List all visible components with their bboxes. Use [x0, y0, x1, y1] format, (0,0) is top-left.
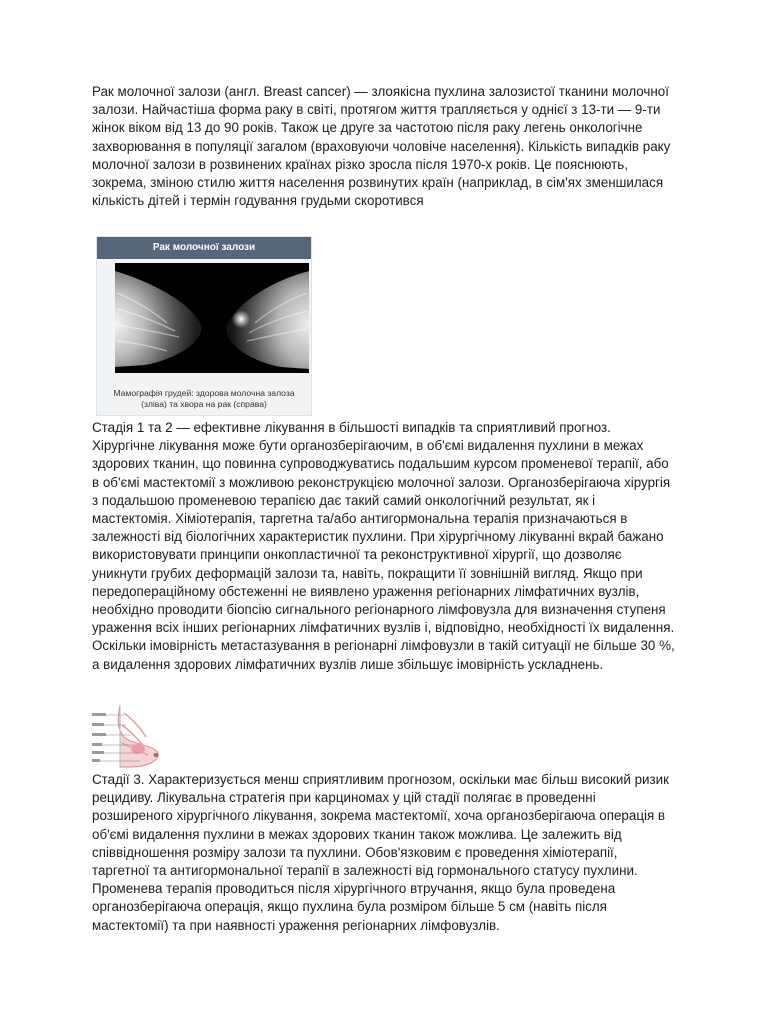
stage-1-2-paragraph: Стадія 1 та 2 — ефективне лікування в більшості випадків та сприятливий прогноз. Хірургічне лікування може бути органозберігаючим, в об'ємі видалення пухлини в межах здорових тканин, що повинна супроводжуватись подальшим курсом променевої терапії, або в об'ємі мастектомії з можливою реконструкцією молочної залози. Органозберігаюча хірургія з подальшою променевою терапією дає такий самий онкологічний результат, як і мастектомія. Хіміотерапія, таргетна та/або антигормональна терапія призначаються в залежності від біологічних характеристик пухлини. При хірургічному лікуванні вкрай бажано використовувати принципи онкопластичної та реконструктивної хірургії, що дозволяє уникнути грубих деформацій залози та, навіть, покращити її зовнішній вигляд. Якщо при передопераційному обстеженні не виявлено ураження регіонарних лімфатичних вузлів, необхідно проводити біопсію сигнального регіонарного лімфовузла для визначення ступеня ураження всіх інших регіонарних лімфатичних вузлів і, відповідно, необхідності їх видалення. Оскільки імовірність метастазування в регіонарні лімфовузли в такій ситуації не більше 30 %, а видалення здорових лімфатичних вузлів лише збільшує імовірність ускладнень. [92, 420, 675, 672]
figure-title: Рак молочної залози [97, 237, 311, 259]
healthy-mammogram-image [115, 263, 213, 373]
cancer-mammogram-image [211, 263, 309, 373]
intro-paragraph: Рак молочної залози (англ. Breast cancer) — злоякісна пухлина залозистої тканини молочної залози. Найчастіша форма раку в світі, протягом життя трапляється у однієї з 13-ти — 9-ти жінок віком від 13 до 90 років. Також це друге за частотою після раку легень онкологічне захворювання в популяції загалом (враховуючи чоловіче населення). Кількість випадків раку молочної залози в розвинених країнах різко зросла після 1970-х років. Це пояснюють, зокрема, зміною стилю життя населення розвинутих країн (наприклад, в сім'ях зменшилася кількість дітей і термін годування грудьми скоротився [92, 84, 671, 209]
caption-line: (зліва) та хвора на рак (справа) [141, 399, 267, 409]
breast-anatomy-diagram [90, 703, 162, 769]
mammography-figure [96, 236, 312, 416]
caption-line: Мамографія грудей: здорова молочна залоза [113, 388, 295, 398]
figure-caption [101, 388, 307, 410]
stage-3-paragraph: Стадії 3. Характеризується менш сприятливим прогнозом, оскільки має більш високий ризик рецидиву. Лікувальна стратегія при карциномах у цій стадії полягає в проведенні розширеного хірургічного лікування, зокрема мастектомії, хоча органозберігаюча операція в об'ємі видалення пухлини в межах здорових тканин також можлива. Це залежить від співвідношення розміру залози та пухлини. Обов'язковим є проведення хіміотерапії, таргетної та антигормональної терапії в залежності від гормонального статусу пухлини. Променева терапія проводиться після хірургічного втручання, якщо була проведена органозберігаюча операція, якщо пухлина була розміром більше 5 см (навіть після мастектомії) та при наявності ураження регіонарних лімфовузлів. [92, 772, 669, 933]
